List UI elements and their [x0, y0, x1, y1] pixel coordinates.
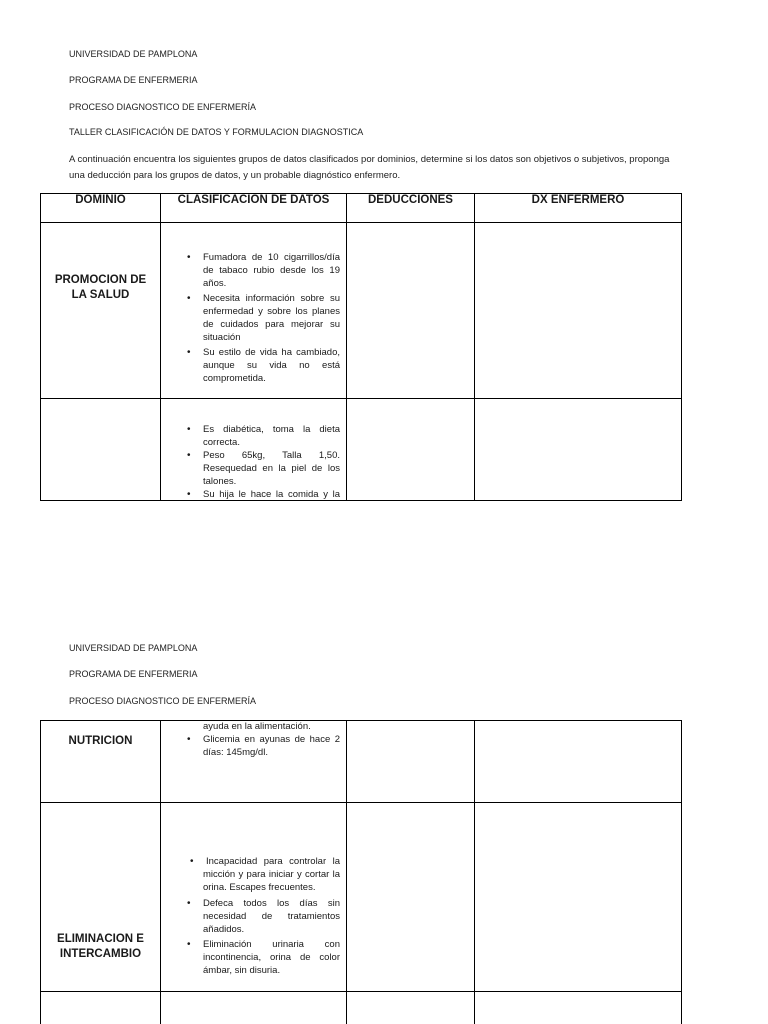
deductions-cell: [347, 803, 475, 992]
empty-cell: [475, 992, 681, 1024]
list-item: • Defeca todos los días sin necesidad de tratamientos añadidos.: [203, 897, 340, 936]
empty-cell: [347, 803, 474, 991]
table-row: [41, 803, 682, 992]
deductions-cell: [347, 992, 475, 1024]
empty-cell: [475, 721, 681, 802]
table-row: [41, 399, 682, 501]
table-row: [41, 992, 682, 1024]
workshop-title: TALLER CLASIFICACIÓN DE DATOS Y FORMULACION DIAGNOSTICA: [69, 127, 364, 137]
empty-cell: [347, 721, 474, 802]
column-header-deductions: [347, 194, 475, 223]
domain-cell: [41, 721, 161, 803]
list-item: • Eliminación urinaria con incontinencia, orina de color ámbar, sin disuria.: [203, 938, 340, 977]
data-cell: [161, 223, 347, 399]
data-cell-content: [161, 721, 346, 802]
empty-cell: [347, 992, 474, 1024]
empty-cell: [475, 399, 681, 500]
table-row: [41, 721, 682, 803]
column-header-label: DX ENFERMERO: [531, 194, 625, 206]
list-item: • Incapacidad para controlar la micción y para iniciar y cortar la orina. Escapes frecuentes.: [203, 855, 340, 894]
list-item: • Peso 65kg, Talla 1,50. Resequedad en la piel de los talones.: [203, 449, 340, 488]
continued-text: ayuda en la alimentación.: [203, 721, 311, 732]
data-list: [161, 423, 340, 500]
nursing-dx-cell: [475, 721, 682, 803]
data-cell-content: [161, 803, 346, 991]
deductions-cell: [347, 721, 475, 803]
program-name: PROGRAMA DE ENFERMERIA: [69, 669, 198, 679]
empty-cell: [347, 223, 474, 398]
page-2: [0, 600, 768, 1024]
program-name: PROGRAMA DE ENFERMERIA: [69, 75, 198, 85]
column-header-label: DEDUCCIONES: [368, 194, 453, 206]
domain-cell: [41, 992, 161, 1024]
deductions-cell: [347, 399, 475, 501]
column-header-domain: [41, 194, 161, 223]
list-item: • Su estilo de vida ha cambiado, aunque su vida no está comprometida.: [203, 346, 340, 385]
process-title: PROCESO DIAGNOSTICO DE ENFERMERÍA: [69, 102, 257, 112]
empty-cell: [475, 223, 681, 398]
data-list: [161, 733, 340, 759]
university-name: UNIVERSIDAD DE PAMPLONA: [69, 49, 198, 59]
data-list: [161, 855, 340, 977]
data-list: [161, 251, 340, 385]
domain-cell: [41, 803, 161, 992]
list-item: • Glicemia en ayunas de hace 2 días: 145mg/dl.: [203, 733, 340, 759]
empty-cell: [41, 992, 160, 1024]
column-header-nursing-dx: [475, 194, 682, 223]
list-item: • Es diabética, toma la dieta correcta.: [203, 423, 340, 449]
data-cell-content: [161, 399, 346, 500]
nursing-dx-cell: [475, 803, 682, 992]
page-1: [0, 0, 768, 502]
empty-cell: [475, 803, 681, 991]
domain-cell: [41, 223, 161, 399]
list-item: • Necesita información sobre su enfermedad y sobre los planes de cuidados para mejorar su situación: [203, 292, 340, 344]
data-cell: [161, 992, 347, 1024]
nursing-dx-cell: [475, 992, 682, 1024]
table-header-row: [41, 194, 682, 223]
data-cell-content: [161, 223, 346, 398]
domain-label: PROMOCION DE LA SALUD: [54, 274, 147, 301]
column-header-label: DOMINIO: [75, 194, 126, 206]
classification-table: [40, 193, 682, 501]
data-cell: [161, 803, 347, 992]
nursing-dx-cell: [475, 399, 682, 501]
domain-cell: [41, 399, 161, 501]
empty-cell: [41, 399, 160, 500]
empty-cell: [161, 992, 346, 1024]
list-item: • Su hija le hace la comida y la: [203, 488, 340, 500]
column-header-data-classification: [161, 194, 347, 223]
nursing-dx-cell: [475, 223, 682, 399]
instructions-line-2: una deducción para los grupos de datos, y un probable diagnóstico enfermero.: [69, 170, 401, 181]
empty-cell: [347, 399, 474, 500]
classification-table: [40, 720, 682, 1024]
list-item: • Fumadora de 10 cigarrillos/día de tabaco rubio desde los 19 años.: [203, 251, 340, 290]
column-header-label: CLASIFICACION DE DATOS: [177, 194, 330, 206]
university-name: UNIVERSIDAD DE PAMPLONA: [69, 643, 198, 653]
deductions-cell: [347, 223, 475, 399]
instructions-line-1: A continuación encuentra los siguientes grupos de datos clasificados por dominios, determine si los datos son objetivos o subjetivos, proponga: [69, 154, 670, 165]
table-row: [41, 223, 682, 399]
domain-label: NUTRICION: [68, 735, 133, 747]
data-cell: [161, 399, 347, 501]
data-cell: [161, 721, 347, 803]
domain-label: ELIMINACION E INTERCAMBIO: [57, 933, 144, 960]
process-title: PROCESO DIAGNOSTICO DE ENFERMERÍA: [69, 696, 257, 706]
